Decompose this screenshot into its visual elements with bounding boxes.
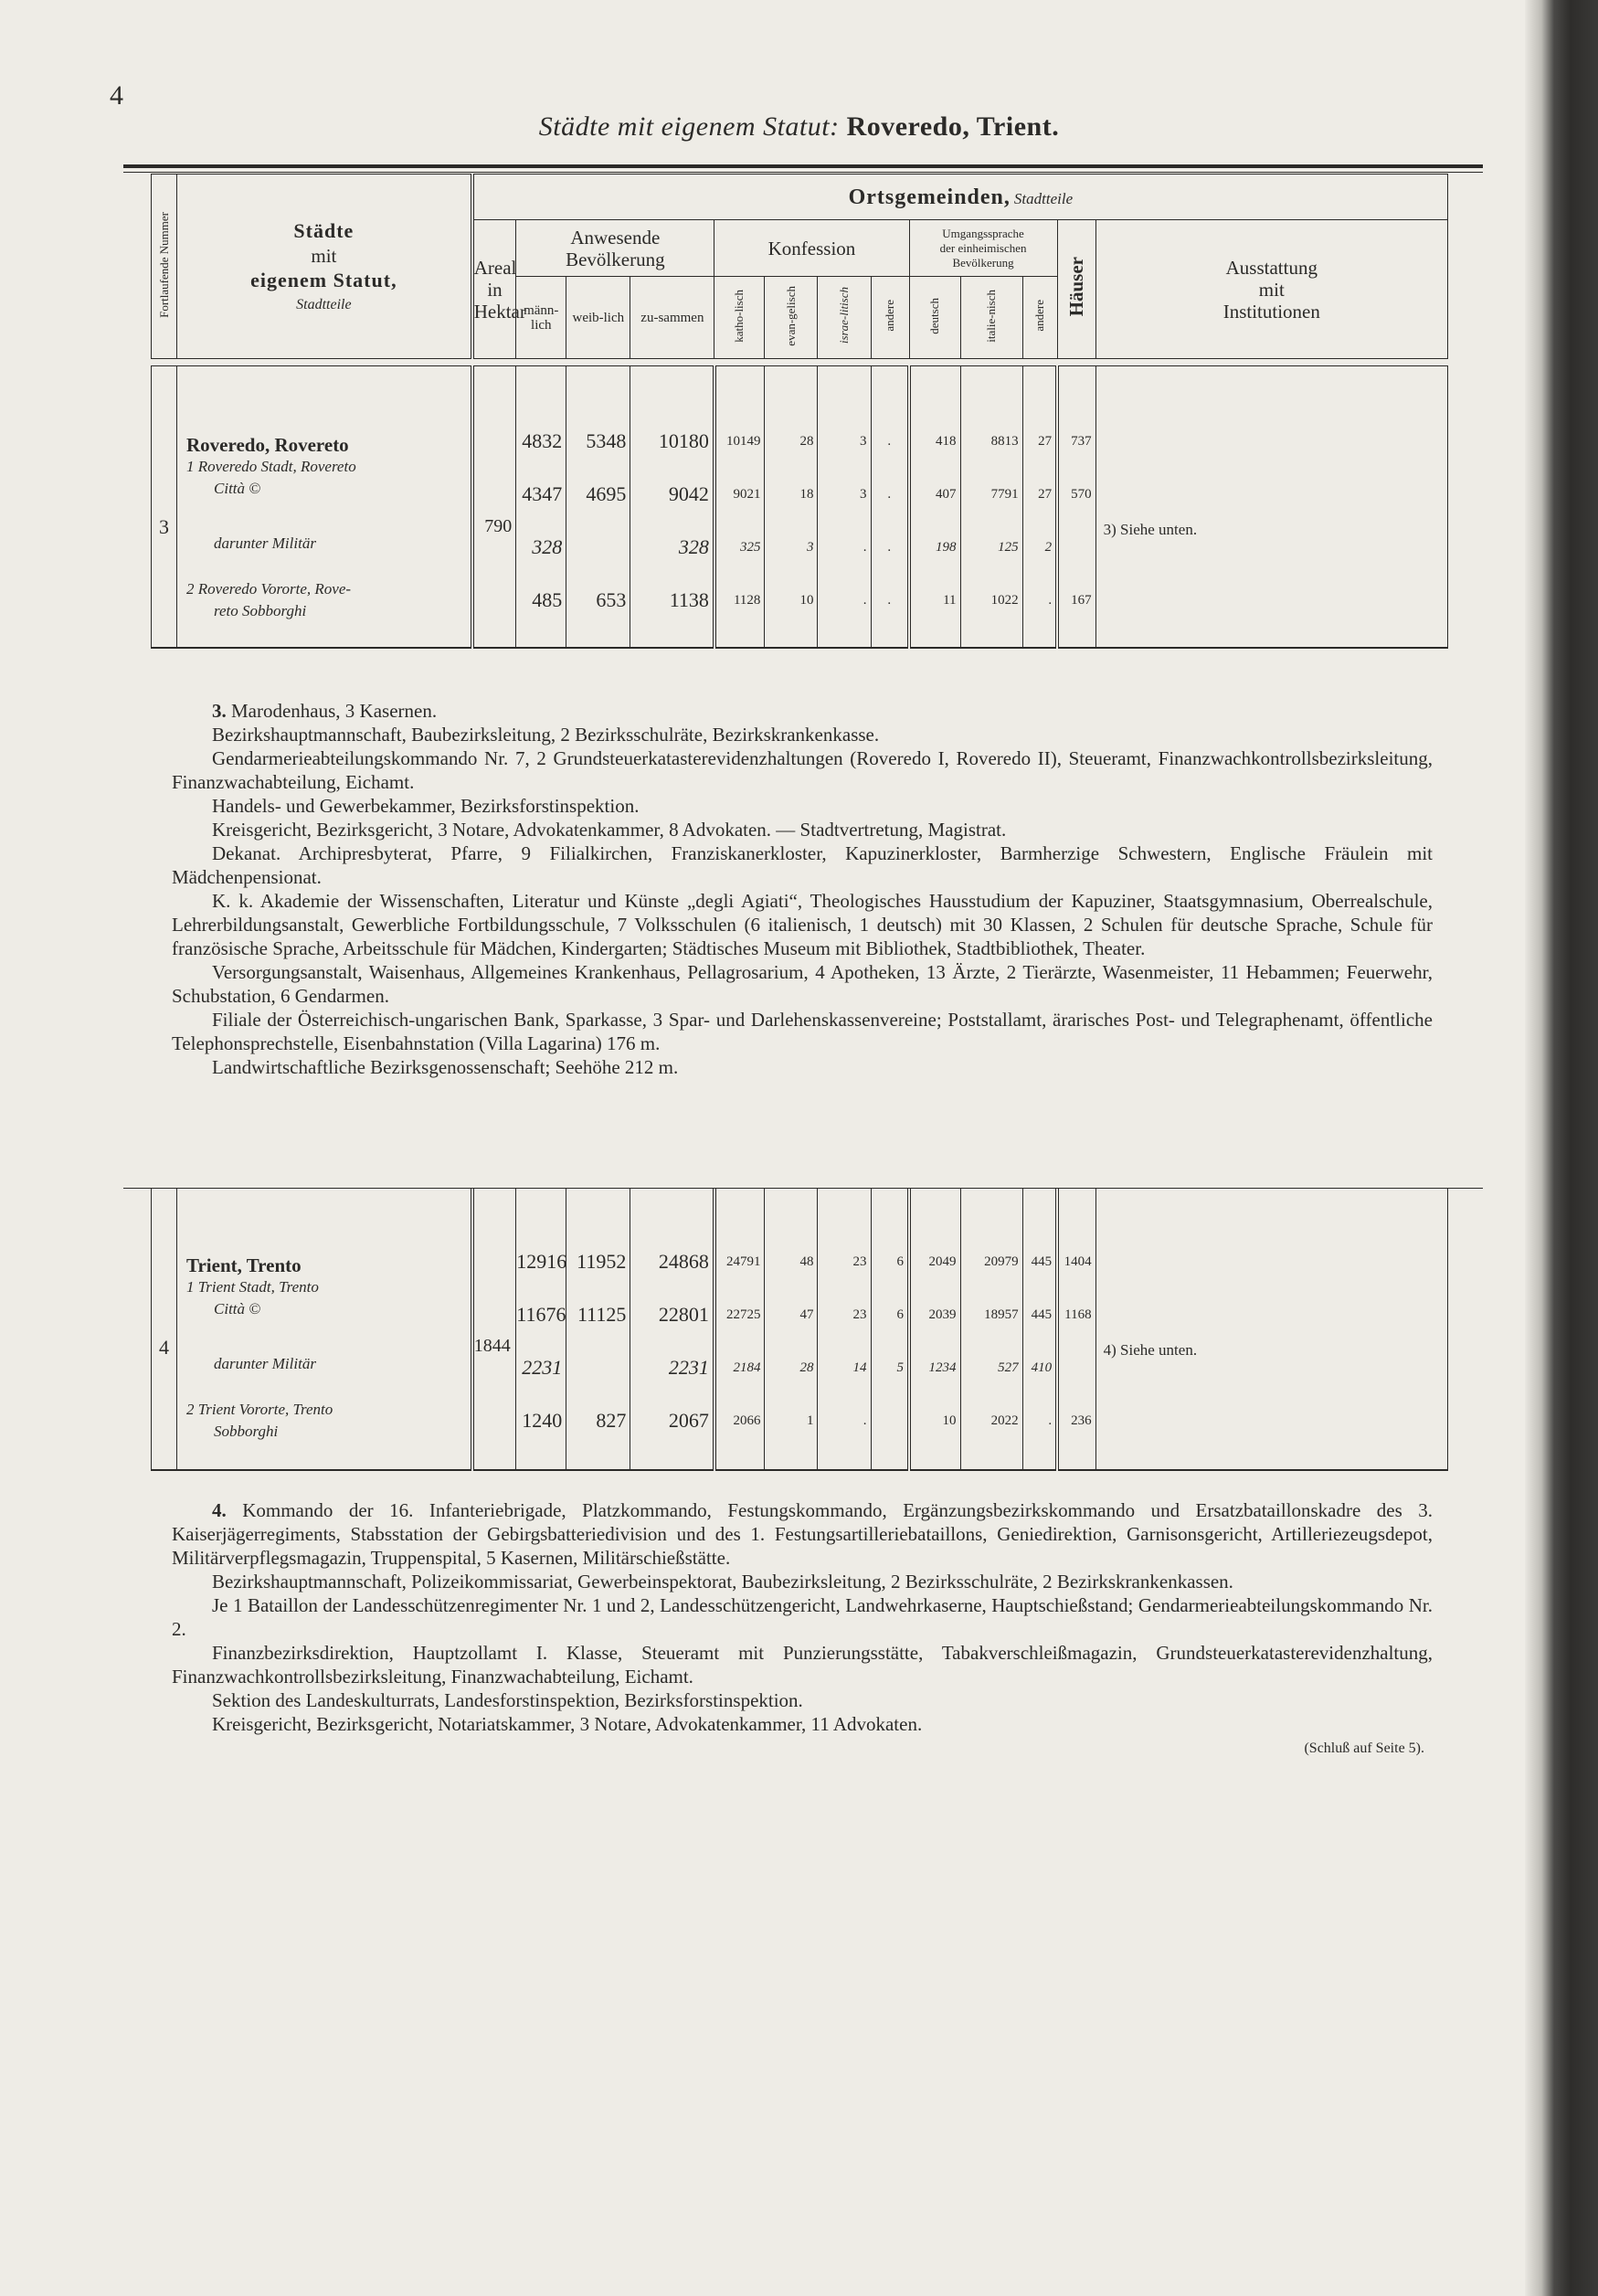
trento-italian-1: 18957 xyxy=(984,1307,1019,1322)
rovereto-male-3: 485 xyxy=(532,587,563,611)
header-conf-evangelical: evan-gelisch xyxy=(765,277,818,359)
rovereto-german-3: 11 xyxy=(943,592,957,608)
header-index: Fortlaufende Nummer xyxy=(152,175,177,359)
rovereto-sub2-a: 2 Roveredo Vororte, Rove- xyxy=(186,579,352,598)
trento-catholic-col xyxy=(714,1189,765,1471)
notes4-p3: Je 1 Bataillon der Landesschützenregimenter Nr. 1 und 2, Landesschützengericht, Landwehrkaserne, Hauptschießstand; Gendarmerieabteilungskommando Nr. 2. xyxy=(172,1594,1433,1640)
trento-lang-other-2: 410 xyxy=(1031,1360,1053,1375)
rovereto-lang-other-1: 27 xyxy=(1038,486,1053,502)
rovereto-catholic-1: 9021 xyxy=(733,486,761,502)
frame-rule-thin xyxy=(123,172,1483,173)
trento-catholic-3: 2066 xyxy=(733,1413,761,1428)
rovereto-italian-1: 7791 xyxy=(990,486,1019,502)
rovereto-male-1: 4347 xyxy=(522,481,563,505)
trento-male-2: 2231 xyxy=(522,1355,563,1379)
trento-number: 4 xyxy=(152,1189,177,1471)
trento-german-3: 10 xyxy=(942,1413,957,1428)
trento-male-0: 12916 xyxy=(516,1249,567,1273)
trento-catholic-1: 22725 xyxy=(725,1307,761,1322)
rovereto-other-col xyxy=(871,366,909,649)
continuation-note: (Schluß auf Seite 5). xyxy=(1304,1741,1424,1756)
trento-israelite-0: 23 xyxy=(852,1254,867,1269)
trento-male-3: 1240 xyxy=(522,1408,563,1432)
notes3-p9: Filiale der Österreichisch-ungarischen Bank, Sparkasse, 3 Spar- und Darlehenskassenvereine; Poststallamt, ärarisches Post- und Telegraphenamt, öffentliche Telephonsprechstelle, Eisenbahnstation (Villa Lagarina) 176 m. xyxy=(172,1009,1433,1054)
rovereto-houses-3: 167 xyxy=(1071,592,1092,608)
header-language: Umgangssprache der einheimischen Bevölkerung xyxy=(909,220,1057,277)
trento-female-col xyxy=(566,1189,630,1471)
trento-other-0: 6 xyxy=(896,1254,905,1269)
trento-other-2: 5 xyxy=(896,1360,905,1375)
trento-evangelical-0: 48 xyxy=(799,1254,814,1269)
trento-table xyxy=(151,1188,1448,1471)
header-cities: Städte mit eigenem Statut, Stadtteile xyxy=(177,175,472,359)
rovereto-israelite-col xyxy=(818,366,871,649)
header-table xyxy=(151,174,1448,359)
rovereto-military: darunter Militär xyxy=(214,534,316,552)
trento-male-col xyxy=(516,1189,566,1471)
trento-italian-3: 2022 xyxy=(990,1413,1019,1428)
rovereto-houses-0: 737 xyxy=(1071,433,1092,449)
trento-female-2 xyxy=(566,1341,626,1394)
rovereto-israelite-0: 3 xyxy=(860,433,867,449)
notes4-p1: 4. Kommando der 16. Infanteriebrigade, Platzkommando, Festungskommando, Ergänzungsbezirkskommando und Ersatzbataillonskadre des 3. Kaiserjägerregiments, Stabsstation der Gebirgsbatteriedivision und des 1. Festungsartilleriebataillons, Geniedirektion, Garnisonsgericht, Artilleriezeugsdepot, Militärverpflegsmagazin, Truppenspital, 5 Kasernen, Militärschießstätte. xyxy=(172,1499,1433,1569)
rovereto-male-0: 4832 xyxy=(522,429,563,452)
trento-total-0: 24868 xyxy=(658,1249,709,1273)
rovereto-other-2: . xyxy=(887,539,892,555)
header-population: Anwesende Bevölkerung xyxy=(516,220,714,277)
notes-trento xyxy=(172,1498,1433,1736)
trento-israelite-3: . xyxy=(862,1413,867,1428)
trento-german-0: 2049 xyxy=(928,1254,957,1269)
rovereto-german-col xyxy=(909,366,960,649)
trento-sub1-a: 1 Trient Stadt, Trento xyxy=(186,1277,319,1296)
notes4-p5: Sektion des Landeskulturrats, Landesforstinspektion, Bezirksforstinspektion. xyxy=(212,1689,803,1711)
header-lang-other: andere xyxy=(1022,277,1057,359)
trento-evangelical-1: 47 xyxy=(799,1307,814,1322)
rovereto-german-1: 407 xyxy=(936,486,957,502)
notes3-p6: Dekanat. Archipresbyterat, Pfarre, 9 Filialkirchen, Franziskanerkloster, Kapuzinerkloster, Barmherzige Schwestern, Englische Fräulein mit Mädchenpensionat. xyxy=(172,842,1433,888)
rovereto-catholic-0: 10149 xyxy=(725,433,761,449)
header-area: Areal in Hektar xyxy=(472,220,516,359)
trento-evangelical-2: 28 xyxy=(799,1360,814,1375)
trento-sub2-a: 2 Trient Vororte, Trento xyxy=(186,1400,333,1418)
rovereto-evangelical-3: 10 xyxy=(799,592,814,608)
rovereto-female-0: 5348 xyxy=(586,429,627,452)
rovereto-evangelical-col xyxy=(765,366,818,649)
rovereto-german-2: 198 xyxy=(936,539,957,555)
rovereto-total-3: 1138 xyxy=(669,587,709,611)
trento-name: Trient, Trento xyxy=(186,1254,302,1276)
rovereto-evangelical-0: 28 xyxy=(799,433,814,449)
rovereto-other-3: . xyxy=(887,592,892,608)
header-pop-female: weib-lich xyxy=(566,277,630,359)
rovereto-male-col xyxy=(516,366,566,649)
trento-lang-other-col xyxy=(1022,1189,1057,1471)
trento-houses-1: 1168 xyxy=(1064,1307,1092,1322)
rovereto-female-1: 4695 xyxy=(586,481,627,505)
trento-evangelical-3: 1 xyxy=(806,1413,814,1428)
rovereto-table xyxy=(151,365,1448,649)
trento-total-col xyxy=(630,1189,714,1471)
trento-lang-other-3: . xyxy=(1048,1413,1053,1428)
rovereto-female-2 xyxy=(566,521,626,574)
rovereto-catholic-2: 325 xyxy=(739,539,761,555)
rovereto-houses-1: 570 xyxy=(1071,486,1092,502)
rovereto-female-col xyxy=(566,366,630,649)
rovereto-note: 3) Siehe unten. xyxy=(1095,366,1447,649)
rovereto-area: 790 xyxy=(472,366,516,649)
notes3-p3: Gendarmerieabteilungskommando Nr. 7, 2 Grundsteuerkatasterevidenzhaltungen (Roveredo I, Roveredo II), Steueramt, Finanzwachkontrollsbezirksleitung, Finanzwachabteilung, Eichamt. xyxy=(172,747,1433,793)
rovereto-catholic-3: 1128 xyxy=(733,592,761,608)
rovereto-evangelical-2: 3 xyxy=(806,539,814,555)
rovereto-lang-other-col xyxy=(1022,366,1057,649)
header-houses: Häuser xyxy=(1057,220,1095,359)
rovereto-catholic-col xyxy=(714,366,765,649)
notes-rovereto xyxy=(172,699,1433,1079)
trento-catholic-0: 24791 xyxy=(725,1254,761,1269)
rovereto-sub2-b: reto Sobborghi xyxy=(214,601,307,619)
trento-name-cell xyxy=(177,1189,472,1471)
trento-german-1: 2039 xyxy=(928,1307,957,1322)
trento-houses-col xyxy=(1057,1189,1095,1471)
header-pop-total: zu-sammen xyxy=(630,277,714,359)
trento-total-1: 22801 xyxy=(658,1302,709,1326)
trento-male-1: 11676 xyxy=(516,1302,566,1326)
trento-female-3: 827 xyxy=(596,1408,627,1432)
running-head-prefix: Städte mit eigenem Statut: xyxy=(538,111,840,142)
trento-military: darunter Militär xyxy=(214,1354,316,1372)
rovereto-other-1: . xyxy=(887,486,892,502)
rovereto-sub1-b: Città © xyxy=(214,479,261,497)
notes3-p5: Kreisgericht, Bezirksgericht, 3 Notare, Advokatenkammer, 8 Advokaten. — Stadtvertretung, Magistrat. xyxy=(212,819,1007,841)
rovereto-israelite-3: . xyxy=(862,592,867,608)
trento-lang-other-1: 445 xyxy=(1031,1307,1053,1322)
notes3-p2: Bezirkshauptmannschaft, Baubezirksleitung, 2 Bezirksschulräte, Bezirkskrankenkasse. xyxy=(212,724,880,746)
trento-israelite-2: 14 xyxy=(852,1360,867,1375)
trento-total-3: 2067 xyxy=(668,1408,709,1432)
rovereto-number: 3 xyxy=(152,366,177,649)
rovereto-israelite-2: . xyxy=(862,539,867,555)
rovereto-name: Roveredo, Rovereto xyxy=(186,433,349,456)
notes3-p7: K. k. Akademie der Wissenschaften, Literatur und Künste „degli Agiati“, Theologisches Hausstudium der Kapuziner, Staatsgymnasium, Oberrealschule, Lehrerbildungsanstalt, Gewerbliche Fortbildungsschule, 7 Volksschulen (6 italienisch, 1 deutsch) mit 30 Klassen, 2 Schulen für deutsche Sprache, Schule für französische Sprache, Arbeitsschule für Mädchen, Kindergarten; Städtisches Museum mit Bibliothek, Stadtbibliothek, Theater. xyxy=(172,890,1433,959)
rovereto-evangelical-1: 18 xyxy=(799,486,814,502)
trento-evangelical-col xyxy=(765,1189,818,1471)
trento-female-0: 11952 xyxy=(577,1249,627,1273)
trento-houses-3: 236 xyxy=(1071,1413,1092,1428)
header-conf-catholic: katho-lisch xyxy=(714,277,765,359)
notes3-p10: Landwirtschaftliche Bezirksgenossenschaft; Seehöhe 212 m. xyxy=(212,1056,679,1078)
scan-edge xyxy=(1525,0,1598,2296)
trento-italian-col xyxy=(960,1189,1022,1471)
rovereto-lang-other-2: 2 xyxy=(1044,539,1053,555)
trento-sub2-b: Sobborghi xyxy=(214,1422,279,1440)
rovereto-houses-col xyxy=(1057,366,1095,649)
page-number: 4 xyxy=(110,80,123,111)
rovereto-italian-0: 8813 xyxy=(990,433,1019,449)
trento-lang-other-0: 445 xyxy=(1031,1254,1053,1269)
rovereto-total-2: 328 xyxy=(678,534,709,558)
rovereto-female-3: 653 xyxy=(596,587,627,611)
trento-italian-0: 20979 xyxy=(984,1254,1019,1269)
notes3-p8: Versorgungsanstalt, Waisenhaus, Allgemeines Krankenhaus, Pellagrosarium, 4 Apotheken, 13 Ärzte, 2 Tierärzte, Wasenmeister, 11 Hebammen; Feuerwehr, Schubstation, 6 Gendarmen. xyxy=(172,961,1433,1007)
trento-catholic-2: 2184 xyxy=(733,1360,761,1375)
trento-sub1-b: Città © xyxy=(214,1299,261,1317)
rovereto-italian-col xyxy=(960,366,1022,649)
notes3-p1: 3. Marodenhaus, 3 Kasernen. xyxy=(212,700,438,722)
rovereto-italian-3: 1022 xyxy=(990,592,1019,608)
trento-italian-2: 527 xyxy=(998,1360,1019,1375)
rovereto-total-1: 9042 xyxy=(668,481,709,505)
running-head-title: Roveredo, Trient. xyxy=(846,111,1060,142)
trento-other-1: 6 xyxy=(896,1307,905,1322)
trento-area: 1844 xyxy=(472,1189,516,1471)
trento-houses-2 xyxy=(1059,1341,1092,1394)
rovereto-italian-2: 125 xyxy=(998,539,1019,555)
trento-israelite-col xyxy=(818,1189,871,1471)
notes3-p4: Handels- und Gewerbekammer, Bezirksforstinspektion. xyxy=(212,795,640,817)
notes4-p4: Finanzbezirksdirektion, Hauptzollamt I. Klasse, Steueramt mit Punzierungsstätte, Tabakverschleißmagazin, Grundsteuerkatasterevidenzhaltung, Finanzwachkontrollsbezirksleitung, Finanzwachabteilung, Eichamt. xyxy=(172,1642,1433,1688)
rovereto-german-0: 418 xyxy=(936,433,957,449)
rovereto-total-col xyxy=(630,366,714,649)
rovereto-israelite-1: 3 xyxy=(860,486,867,502)
trento-note: 4) Siehe unten. xyxy=(1095,1189,1447,1471)
rovereto-lang-other-3: . xyxy=(1048,592,1053,608)
rovereto-sub1-a: 1 Roveredo Stadt, Rovereto xyxy=(186,457,356,475)
rovereto-male-2: 328 xyxy=(532,534,563,558)
header-conf-israelite: israe-litisch xyxy=(818,277,871,359)
trento-other-3 xyxy=(872,1394,905,1447)
header-ortsgemeinden: Ortsgemeinden, Stadtteile xyxy=(472,175,1448,220)
header-lang-italian: italie-nisch xyxy=(960,277,1022,359)
rovereto-houses-2 xyxy=(1059,521,1092,574)
trento-other-col xyxy=(871,1189,909,1471)
rovereto-lang-other-0: 27 xyxy=(1038,433,1053,449)
running-head xyxy=(0,111,1598,143)
trento-german-col xyxy=(909,1189,960,1471)
header-pop-male: männ-lich xyxy=(516,277,566,359)
trento-israelite-1: 23 xyxy=(852,1307,867,1322)
header-lang-german: deutsch xyxy=(909,277,960,359)
trento-german-2: 1234 xyxy=(928,1360,957,1375)
header-confession: Konfession xyxy=(714,220,909,277)
header-conf-other: andere xyxy=(871,277,909,359)
header-institutions: Ausstattung mit Institutionen xyxy=(1095,220,1447,359)
notes4-p6: Kreisgericht, Bezirksgericht, Notariatskammer, 3 Notare, Advokatenkammer, 11 Advokaten. xyxy=(212,1713,923,1735)
trento-total-2: 2231 xyxy=(668,1355,709,1379)
trento-houses-0: 1404 xyxy=(1064,1254,1092,1269)
rovereto-other-0: . xyxy=(887,433,892,449)
trento-female-1: 11125 xyxy=(577,1302,627,1326)
rovereto-name-cell xyxy=(177,366,472,649)
rovereto-total-0: 10180 xyxy=(658,429,709,452)
frame-rule xyxy=(123,164,1483,168)
notes4-p2: Bezirkshauptmannschaft, Polizeikommissariat, Gewerbeinspektorat, Baubezirksleitung, 2 Bezirksschulräte, 2 Bezirkskrankenkassen. xyxy=(212,1571,1233,1592)
